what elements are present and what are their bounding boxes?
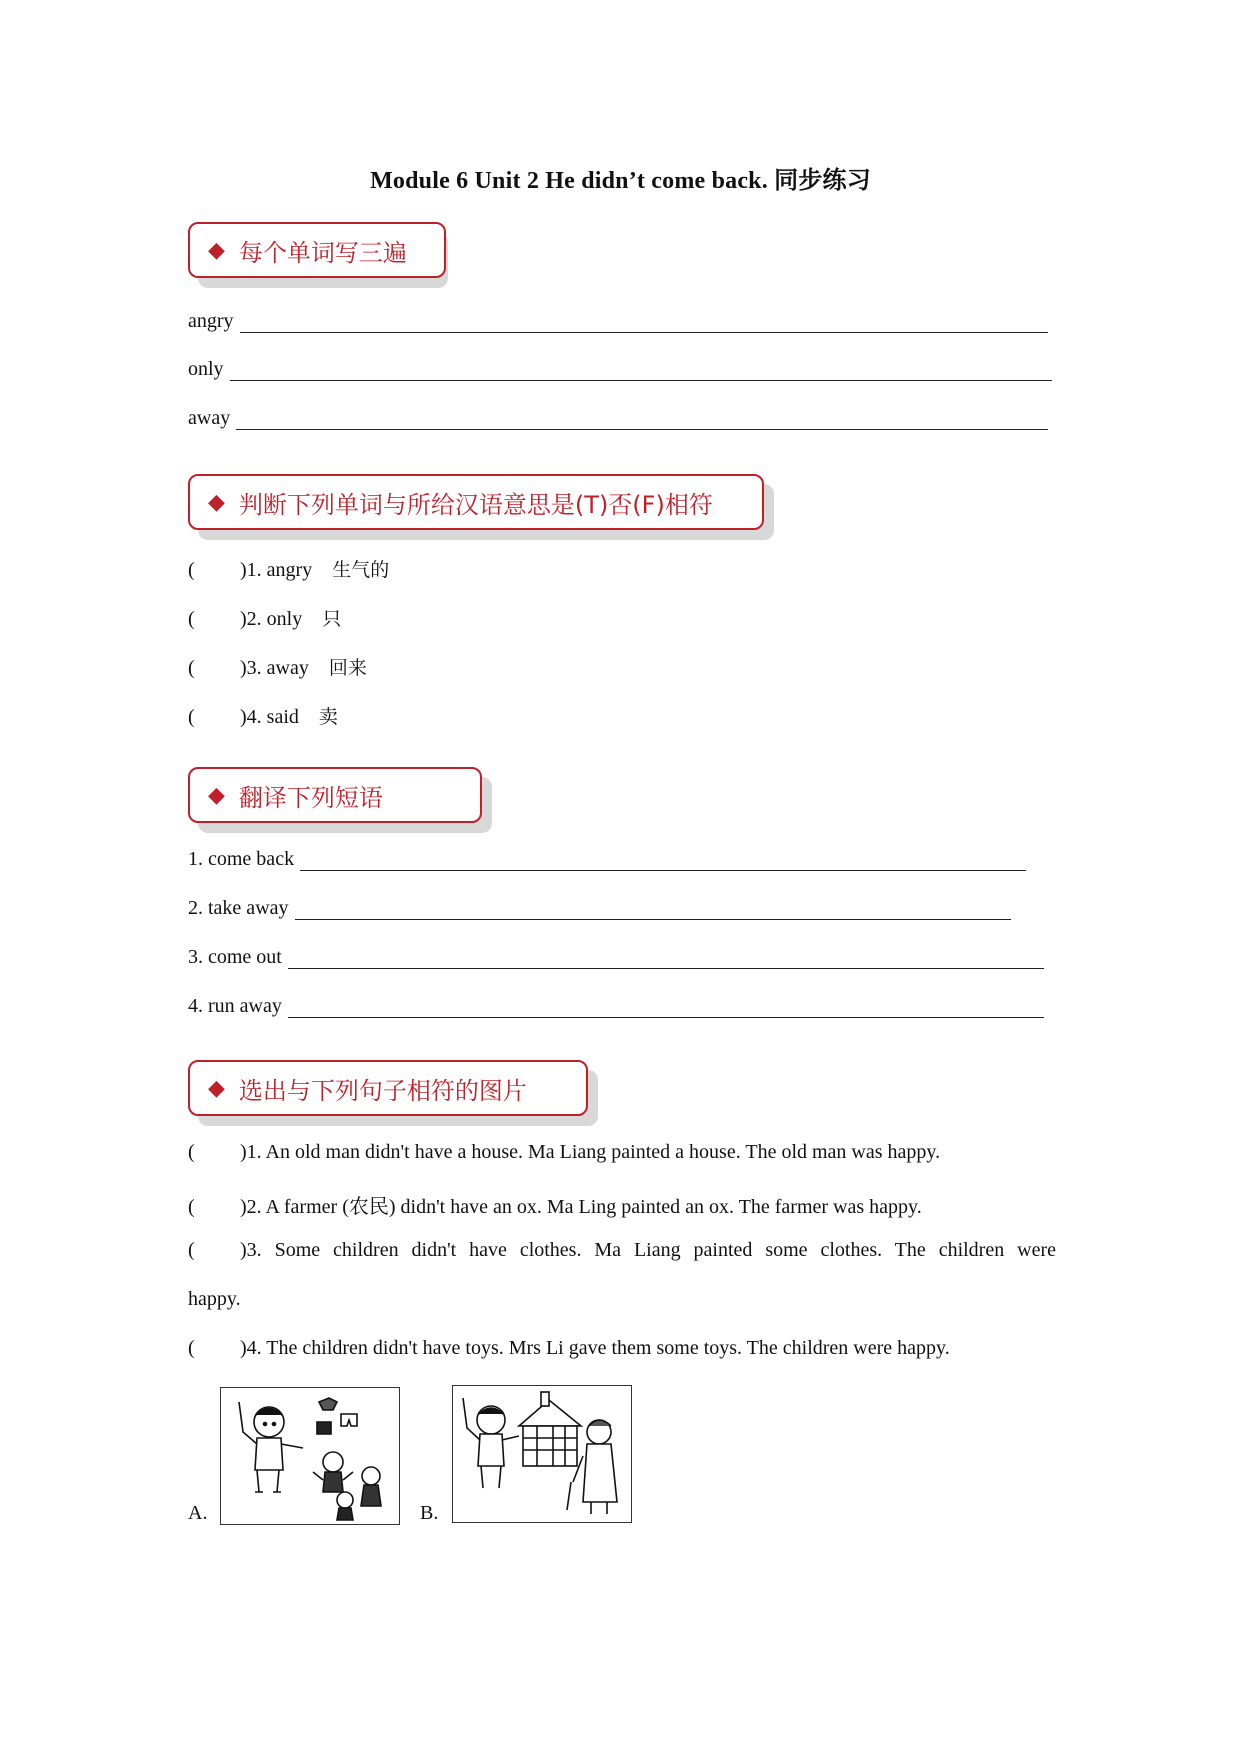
- phrase-label: 4. run away: [188, 995, 282, 1017]
- sentence-3-continued: [188, 1288, 1056, 1311]
- word-label: angry: [188, 310, 234, 332]
- diamond-icon: ◆: [208, 489, 225, 515]
- answer-paren[interactable]: (: [188, 1337, 195, 1359]
- phrase-label: 2. take away: [188, 897, 289, 919]
- sentence-2: [188, 1190, 1056, 1219]
- judge-word: )4. said: [240, 706, 299, 728]
- section-label: 每个单词写三遍: [238, 238, 407, 267]
- answer-blank[interactable]: [288, 948, 1044, 969]
- boy-painting-clothes-children-picture: [221, 1388, 399, 1524]
- phrase-label: 1. come back: [188, 848, 295, 870]
- judge-item-3: [188, 653, 367, 680]
- section-label: 翻译下列短语: [238, 783, 383, 812]
- diamond-icon: ◆: [208, 1075, 225, 1101]
- write-row-only: [188, 358, 1052, 381]
- answer-paren[interactable]: (: [188, 608, 195, 630]
- write-row-away: [188, 407, 1048, 430]
- judge-item-4: [188, 702, 338, 729]
- word-label: away: [188, 407, 231, 429]
- boy-painting-house-old-man-picture: [453, 1386, 631, 1522]
- picture-b[interactable]: [452, 1385, 632, 1523]
- sentence-4: [188, 1337, 1056, 1360]
- section-label: 判断下列单词与所给汉语意思是(T)否(F)相符: [238, 490, 713, 519]
- answer-blank[interactable]: [240, 312, 1048, 333]
- phrase-row-2: [188, 897, 1011, 920]
- sentence-text: )3. Some children didn't have clothes. Ma Liang painted some clothes. The children were: [240, 1239, 1056, 1261]
- answer-blank[interactable]: [300, 850, 1026, 871]
- picture-label-a: A.: [188, 1502, 208, 1524]
- answer-paren[interactable]: (: [188, 706, 195, 728]
- page-title: Module 6 Unit 2 He didn’t come back. 同步练习: [370, 168, 871, 194]
- picture-a[interactable]: [220, 1387, 400, 1525]
- judge-word: )2. only: [240, 608, 303, 630]
- judge-meaning: 卖: [318, 706, 338, 728]
- sentence-1: [188, 1141, 1056, 1164]
- judge-item-1: [188, 555, 389, 582]
- phrase-row-4: [188, 995, 1044, 1018]
- answer-blank[interactable]: [230, 360, 1052, 381]
- judge-meaning: 回来: [328, 657, 367, 679]
- judge-meaning: 只: [322, 608, 342, 630]
- diamond-icon: ◆: [208, 237, 225, 263]
- answer-paren[interactable]: (: [188, 559, 195, 581]
- judge-word: )3. away: [240, 657, 309, 679]
- judge-word: )1. angry: [240, 559, 313, 581]
- sentence-3: [188, 1239, 1056, 1262]
- phrase-row-3: [188, 946, 1044, 969]
- answer-paren[interactable]: (: [188, 1196, 195, 1218]
- phrase-label: 3. come out: [188, 946, 282, 968]
- answer-blank[interactable]: [288, 997, 1044, 1018]
- word-label: only: [188, 358, 224, 380]
- sentence-text: )1. An old man didn't have a house. Ma Liang painted a house. The old man was happy.: [240, 1141, 941, 1163]
- judge-meaning: 生气的: [332, 559, 390, 581]
- sentence-text: )2. A farmer (农民) didn't have an ox. Ma Ling painted an ox. The farmer was happy.: [240, 1196, 922, 1218]
- answer-blank[interactable]: [236, 409, 1048, 430]
- judge-item-2: [188, 604, 341, 631]
- answer-paren[interactable]: (: [188, 1239, 195, 1261]
- answer-paren[interactable]: (: [188, 1141, 195, 1163]
- write-row-angry: [188, 310, 1048, 333]
- section-label: 选出与下列句子相符的图片: [238, 1076, 527, 1105]
- answer-blank[interactable]: [295, 899, 1011, 920]
- sentence-text: )4. The children didn't have toys. Mrs Li gave them some toys. The children were happy.: [240, 1337, 950, 1359]
- diamond-icon: ◆: [208, 782, 225, 808]
- sentence-text: happy.: [188, 1288, 241, 1310]
- picture-label-b: B.: [420, 1502, 439, 1524]
- phrase-row-1: [188, 848, 1026, 871]
- answer-paren[interactable]: (: [188, 657, 195, 679]
